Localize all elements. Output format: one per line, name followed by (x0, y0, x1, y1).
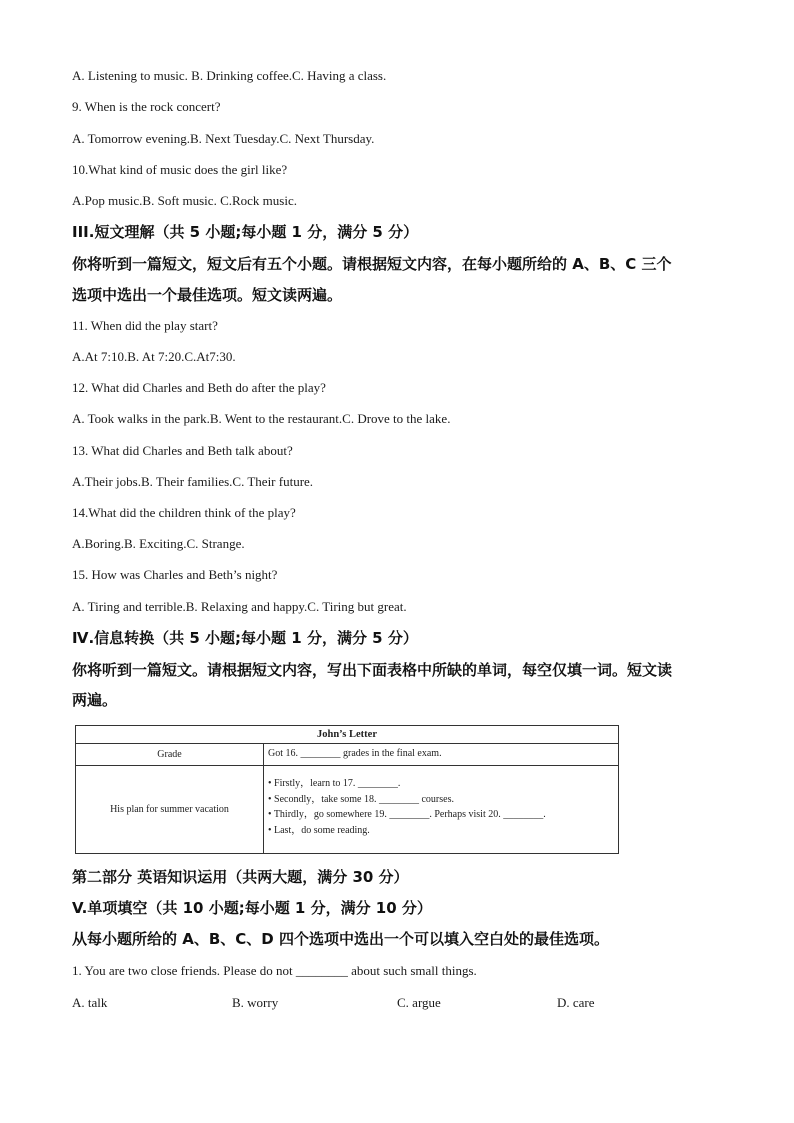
question-11: 11. When did the play start? (72, 318, 218, 333)
question-15: 15. How was Charles and Beth’s night? (72, 567, 278, 582)
section-4-instruction-line-1: 你将听到一篇短文。请根据短文内容，写出下面表格中所缺的单词，每空仅填一词。短文读 (72, 661, 673, 679)
table-title: John’s Letter (76, 726, 618, 744)
plan-item-2: • Secondly，take some 18. ________ courses. (268, 793, 454, 805)
section-5-title: V.单项填空（共 10 小题;每小题 1 分，满分 10 分） (72, 899, 432, 917)
mc-question-1: 1. You are two close friends. Please do not ________ about such small things. (72, 963, 477, 978)
question-13: 13. What did Charles and Beth talk about? (72, 443, 293, 458)
plan-item-3: • Thirdly，go somewhere 19. ________. Perhaps visit 20. ________. (268, 809, 546, 820)
mc-question-1-options (0, 995, 794, 1011)
table-cell-grade: Got 16. ________ grades in the final exam. (268, 748, 442, 759)
table-label-grade: Grade (76, 743, 264, 765)
option-d: D. care (557, 995, 595, 1010)
table-label-plan: His plan for summer vacation (76, 765, 264, 853)
q12-options: A. Took walks in the park.B. Went to the restaurant.C. Drove to the lake. (72, 411, 451, 426)
question-12: 12. What did Charles and Beth do after the play? (72, 380, 326, 395)
section-4-title: Ⅳ.信息转换（共 5 小题;每小题 1 分，满分 5 分） (72, 629, 418, 647)
option-c: C. argue (397, 995, 441, 1010)
q13-options: A.Their jobs.B. Their families.C. Their future. (72, 474, 314, 489)
section-3-title: III.短文理解（共 5 小题;每小题 1 分，满分 5 分） (72, 223, 419, 241)
q9-options: A. Tomorrow evening.B. Next Tuesday.C. Next Thursday. (72, 131, 375, 146)
q8-options: A. Listening to music. B. Drinking coffee.C. Having a class. (72, 68, 387, 83)
section-3-instruction-line-2: 选项中选出一个最佳选项。短文读两遍。 (72, 286, 343, 304)
section-5-instruction: 从每小题所给的 A、B、C、D 四个选项中选出一个可以填入空白处的最佳选项。 (72, 930, 609, 948)
part-2-title: 第二部分 英语知识运用（共两大题，满分 30 分） (72, 868, 409, 886)
plan-item-1: • Firstly，learn to 17. ________. (268, 778, 401, 789)
section-3-instruction-line-1: 你将听到一篇短文，短文后有五个小题。请根据短文内容，在每小题所给的 A、B、C 三个 (72, 255, 672, 273)
question-14: 14.What did the children think of the play? (72, 505, 296, 520)
q15-options: A. Tiring and terrible.B. Relaxing and happy.C. Tiring but great. (72, 599, 407, 614)
table-row-grade (76, 743, 618, 766)
table-cell-plan (268, 765, 614, 853)
option-b: B. worry (232, 995, 279, 1010)
plan-item-4: • Last，do some reading. (268, 824, 370, 836)
question-9: 9. When is the rock concert? (72, 99, 221, 114)
q11-options: A.At 7:10.B. At 7:20.C.At7:30. (72, 349, 236, 364)
plan-list (268, 776, 546, 838)
section-4-instruction-line-2: 两遍。 (72, 691, 118, 709)
q10-options: A.Pop music.B. Soft music. C.Rock music. (72, 193, 297, 208)
option-a: A. talk (72, 995, 108, 1010)
table-row-plan (76, 765, 618, 853)
johns-letter-table (75, 725, 619, 854)
q14-options: A.Boring.B. Exciting.C. Strange. (72, 536, 245, 551)
question-10: 10.What kind of music does the girl like? (72, 162, 288, 177)
